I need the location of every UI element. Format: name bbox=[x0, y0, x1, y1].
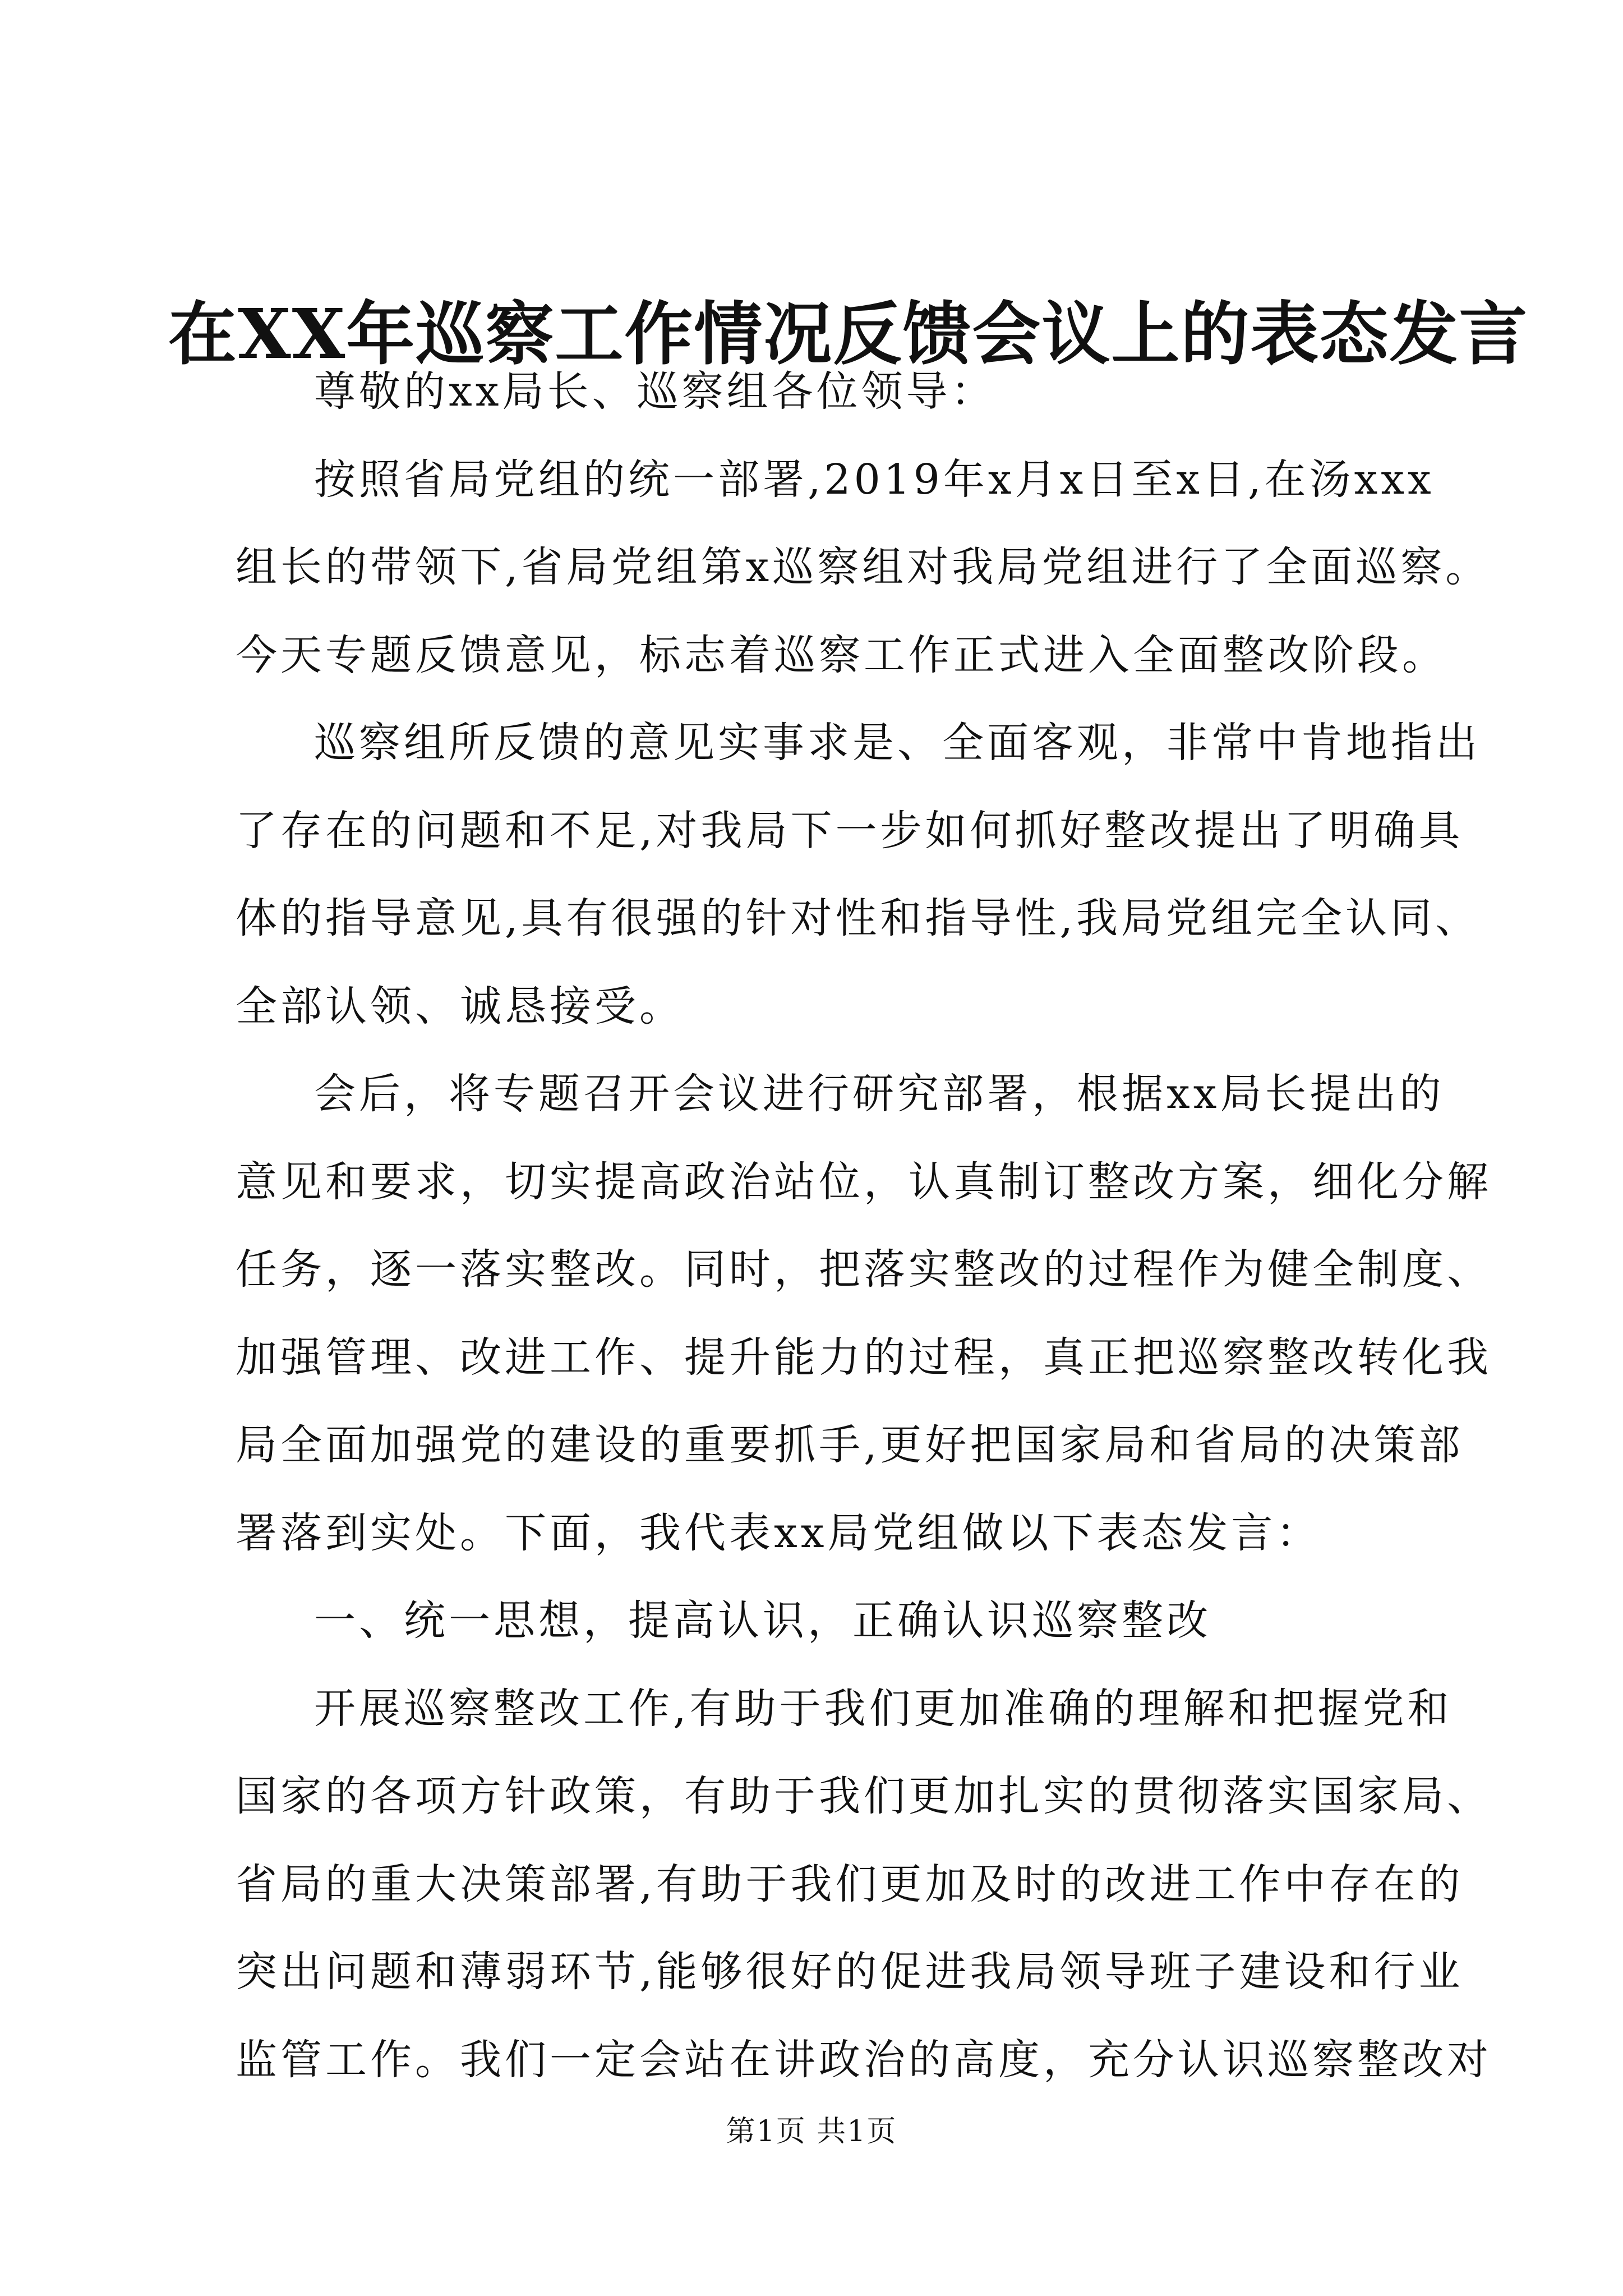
paragraph-line: 突出问题和薄弱环节,能够很好的促进我局领导班子建设和行业 bbox=[236, 1948, 1464, 1996]
paragraph-line: 署落到实处。下面，我代表xx局党组做以下表态发言： bbox=[236, 1508, 1321, 1557]
paragraph-line: 了存在的问题和不足,对我局下一步如何抓好整改提出了明确具 bbox=[236, 806, 1464, 855]
paragraph-line: 全部认领、诚恳接受。 bbox=[236, 982, 684, 1030]
page-footer: 第1页 共1页 bbox=[726, 2115, 897, 2148]
paragraph-line: 按照省局党组的统一部署,2019年x月x日至x日,在汤xxx bbox=[314, 455, 1435, 504]
paragraph-line: 监管工作。我们一定会站在讲政治的高度，充分认识巡察整改对 bbox=[236, 2035, 1492, 2084]
paragraph-line: 加强管理、改进工作、提升能力的过程，真正把巡察整改转化我 bbox=[236, 1333, 1492, 1382]
salutation-line: 尊敬的xx局长、巡察组各位领导： bbox=[314, 367, 996, 416]
paragraph-line: 体的指导意见,具有很强的针对性和指导性,我局党组完全认同、 bbox=[236, 894, 1481, 942]
paragraph-line: 任务，逐一落实整改。同时，把落实整改的过程作为健全制度、 bbox=[236, 1245, 1492, 1294]
paragraph-line: 局全面加强党的建设的重要抓手,更好把国家局和省局的决策部 bbox=[236, 1421, 1464, 1469]
paragraph-line: 会后，将专题召开会议进行研究部署，根据xx局长提出的 bbox=[314, 1070, 1445, 1118]
document-title: 在XX年巡察工作情况反馈会议上的表态发言 bbox=[168, 293, 1529, 374]
paragraph-line: 国家的各项方针政策，有助于我们更加扎实的贯彻落实国家局、 bbox=[236, 1772, 1492, 1820]
paragraph-line: 省局的重大决策部署,有助于我们更加及时的改进工作中存在的 bbox=[236, 1860, 1464, 1908]
paragraph-line: 巡察组所反馈的意见实事求是、全面客观，非常中肯地指出 bbox=[314, 719, 1481, 767]
paragraph-line: 开展巡察整改工作,有助于我们更加准确的理解和把握党和 bbox=[314, 1684, 1453, 1733]
paragraph-line: 组长的带领下,省局党组第x巡察组对我局党组进行了全面巡察。 bbox=[236, 543, 1491, 591]
section-heading: 一、统一思想，提高认识，正确认识巡察整改 bbox=[314, 1596, 1211, 1645]
paragraph-line: 今天专题反馈意见，标志着巡察工作正式进入全面整改阶段。 bbox=[236, 631, 1447, 679]
document-body bbox=[236, 348, 1492, 2104]
paragraph-line: 意见和要求，切实提高政治站位，认真制订整改方案，细化分解 bbox=[236, 1157, 1492, 1206]
